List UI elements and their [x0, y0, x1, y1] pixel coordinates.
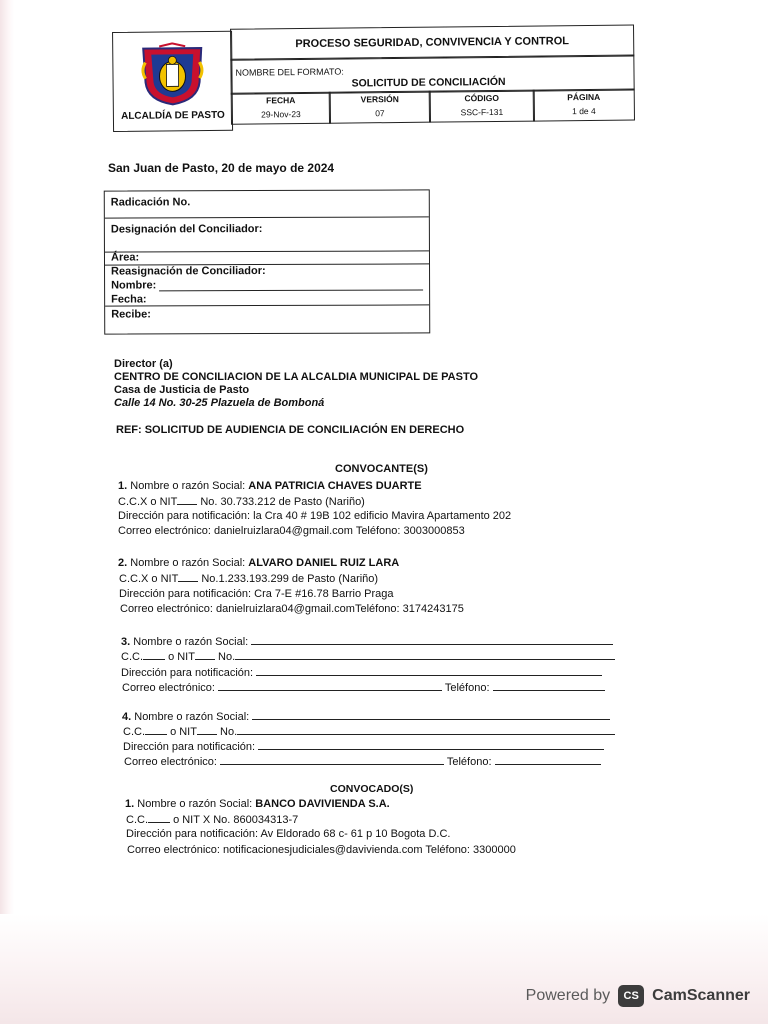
- convocado-1-address: Dirección para notificación: Av Eldorado 68 c- 61 p 10 Bogota D.C.: [126, 828, 451, 840]
- nit-label: o NIT: [170, 726, 197, 738]
- phone-label: Teléfono:: [444, 682, 490, 694]
- name-label: Nombre o razón Social:: [130, 480, 246, 492]
- convocante-2-address: Dirección para notificación: Cra 7-E #16.78 Barrio Praga: [119, 588, 394, 600]
- phone-label: Teléfono:: [446, 756, 492, 768]
- blank-line: [143, 650, 165, 660]
- phone-value: Teléfono: 3174243175: [354, 603, 464, 615]
- nombre-label: Nombre:: [111, 279, 157, 292]
- scan-edge-shadow: [0, 0, 14, 1024]
- nit-label: o NIT: [168, 651, 195, 663]
- cc-label: C.C.: [126, 814, 148, 826]
- cc-label: C.C.: [123, 726, 145, 738]
- item-number: 1.: [125, 798, 135, 810]
- blank-line: [252, 710, 610, 720]
- blank-line: [195, 650, 215, 660]
- convocante-4-address: [123, 740, 604, 753]
- meta-fecha: [231, 92, 331, 125]
- camscanner-brand: CamScanner: [652, 987, 750, 1004]
- name-label: Nombre o razón Social:: [137, 798, 253, 810]
- meta-value: SSC-F-131: [460, 106, 504, 118]
- format-value: SOLICITUD DE CONCILIACIÓN: [351, 75, 506, 90]
- convocado-1-id: [126, 813, 298, 826]
- convocante-4-email: [124, 755, 601, 768]
- recibe-label: Recibe:: [111, 308, 151, 321]
- powered-by-text: Powered by: [525, 987, 611, 1004]
- email-value: danielruizlara04@gmail.com: [214, 525, 353, 537]
- designacion-row: [105, 216, 429, 252]
- convocante-2-id: [119, 572, 378, 585]
- blank-line: [197, 725, 217, 735]
- addressee-line-2: CENTRO DE CONCILIACION DE LA ALCALDIA MUNICIPAL DE PASTO: [114, 371, 479, 383]
- blank-line: [178, 572, 198, 582]
- convocante-4-name: [122, 710, 610, 723]
- email-value: danielruizlara04@gmail.com: [216, 603, 355, 615]
- convocado-1-name: [125, 798, 390, 810]
- blank-line: [258, 740, 604, 750]
- convocante-2-email: [120, 603, 464, 615]
- addressee-line-3: Casa de Justicia de Pasto: [114, 384, 250, 396]
- name-value: ALVARO DANIEL RUIZ LARA: [248, 557, 400, 569]
- convocante-1-address: Dirección para notificación: la Cra 40 # 19B 102 edificio Mavira Apartamento 202: [118, 510, 512, 522]
- blank-line: [235, 650, 615, 660]
- logo-caption: ALCALDÍA DE PASTO: [121, 109, 225, 122]
- format-label: NOMBRE DEL FORMATO:: [235, 66, 344, 78]
- id-prefix: C.C.X o NIT: [119, 573, 179, 585]
- coat-of-arms-icon: [139, 42, 206, 107]
- nit-value: o NIT X No. 860034313-7: [173, 814, 299, 826]
- meta-title: FECHA: [266, 95, 296, 106]
- blank-line: [220, 755, 444, 765]
- area-label: Área:: [110, 251, 140, 264]
- item-number: 2.: [118, 557, 128, 569]
- convocante-3-id: [121, 650, 615, 663]
- email-label: Correo electrónico:: [122, 682, 215, 694]
- blank-line: [493, 681, 605, 691]
- blank-line: [218, 681, 442, 691]
- radicacion-label: Radicación No.: [110, 196, 191, 209]
- blank-line: [237, 725, 615, 735]
- email-label: Correo electrónico:: [120, 603, 213, 615]
- scan-bottom-shadow: [0, 914, 768, 1024]
- radicacion-box: [104, 189, 431, 334]
- address-label: Dirección para notificación:: [123, 741, 256, 753]
- convocante-3-name: [121, 635, 613, 648]
- meta-title: PÁGINA: [567, 91, 601, 103]
- meta-title: VERSIÓN: [360, 93, 399, 105]
- camscanner-logo-icon: CS: [618, 985, 644, 1007]
- no-label: No.: [218, 651, 236, 663]
- email-label: Correo electrónico:: [124, 756, 217, 768]
- meta-row: [231, 89, 637, 125]
- convocante-1-id: [118, 495, 365, 508]
- camscanner-watermark: [526, 985, 750, 1007]
- nombre-line: [159, 289, 423, 291]
- convocados-title: CONVOCADO(S): [330, 783, 414, 795]
- addressee-line-4: Calle 14 No. 30-25 Plazuela de Bomboná: [114, 397, 325, 409]
- meta-pagina: [533, 89, 635, 122]
- addressee-line-1: Director (a): [114, 358, 173, 370]
- document-header: [112, 23, 637, 132]
- convocante-2-name: [118, 557, 399, 569]
- convocante-1-name: [118, 480, 422, 492]
- email-label: Correo electrónico:: [118, 525, 211, 537]
- ref-line: REF: SOLICITUD DE AUDIENCIA DE CONCILIACIÓN EN DERECHO: [116, 424, 465, 436]
- reasignacion-label: Reasignación de Conciliador:: [111, 265, 266, 278]
- logo-cell: [112, 31, 233, 132]
- meta-value: 29-Nov-23: [261, 109, 301, 120]
- fecha-label: Fecha:: [111, 293, 147, 306]
- convocante-4-id: [123, 725, 615, 738]
- meta-title: CÓDIGO: [464, 92, 500, 104]
- meta-value: 07: [375, 108, 385, 119]
- name-value: ANA PATRICIA CHAVES DUARTE: [248, 480, 422, 492]
- cc-label: C.C.: [121, 651, 143, 663]
- item-number: 1.: [118, 480, 128, 492]
- item-number: 3.: [121, 636, 131, 648]
- date-line: San Juan de Pasto, 20 de mayo de 2024: [108, 161, 335, 175]
- phone-value: Teléfono: 3003000853: [355, 525, 465, 537]
- address-label: Dirección para notificación:: [121, 667, 254, 679]
- blank-line: [256, 666, 602, 676]
- name-label: Nombre o razón Social:: [130, 557, 246, 569]
- name-label: Nombre o razón Social:: [134, 711, 250, 723]
- id-value: No. 30.733.212 de Pasto (Nariño): [200, 496, 365, 508]
- no-label: No.: [220, 726, 238, 738]
- convocante-3-address: [121, 666, 602, 679]
- convocado-1-email: Correo electrónico: notificacionesjudiciales@davivienda.com Teléfono: 3300000: [127, 844, 516, 856]
- convocantes-title: CONVOCANTE(S): [335, 463, 428, 475]
- item-number: 4.: [122, 711, 132, 723]
- meta-version: [329, 91, 431, 124]
- blank-line: [251, 635, 613, 645]
- blank-line: [495, 755, 601, 765]
- convocante-3-email: [122, 681, 605, 694]
- blank-line: [177, 495, 197, 505]
- name-value: BANCO DAVIVIENDA S.A.: [255, 798, 390, 810]
- name-label: Nombre o razón Social:: [133, 636, 249, 648]
- blank-line: [148, 813, 170, 823]
- blank-line: [145, 725, 167, 735]
- id-prefix: C.C.X o NIT: [118, 496, 178, 508]
- convocante-1-email: [118, 525, 465, 537]
- meta-codigo: [429, 90, 535, 123]
- fecha-divider: [105, 304, 429, 306]
- radicacion-row: [105, 190, 429, 218]
- meta-value: 1 de 4: [572, 105, 596, 117]
- designacion-label: Designación del Conciliador:: [110, 223, 263, 236]
- id-value: No.1.233.193.299 de Pasto (Nariño): [201, 573, 379, 585]
- process-title: PROCESO SEGURIDAD, CONVIVENCIA Y CONTROL: [295, 35, 570, 51]
